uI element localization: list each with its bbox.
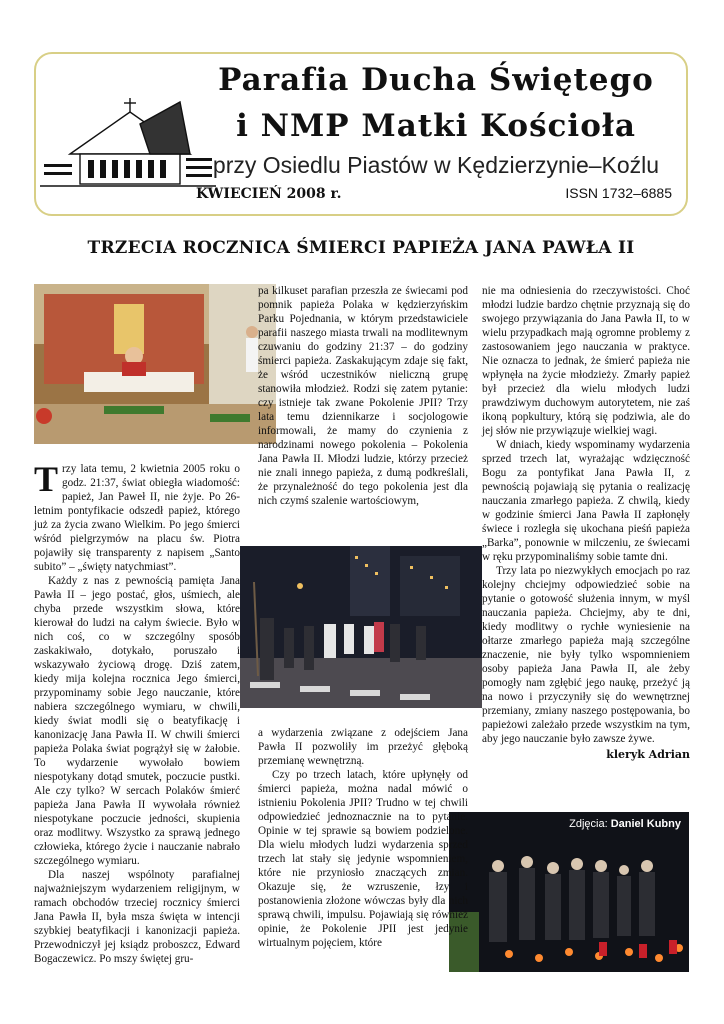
- paragraph: Każdy z nas z pewnością pamięta Jana Pawła II – jego postać, głos, uśmiech, ale chyba przede wszystkim słowa, które kierował do ludzi na całym świecie. Było w nich coś, co w szczególny sposób zaskakiwało, dotykało, poruszało i wskazywało życiową drogę. Dziś zatem, kiedy mija kolejna rocznica Jego śmierci, przypominamy sobie Jego nauczanie, które nabiera szczególnego wymiaru, w chwili, kiedy świat modli się o beatyfikację i kanonizację Jana Pawła II. W chwili śmierci papieża Polaka świat pogrążył się w żałobie. To wydarzenie wywołało bowiem niespotykany dotąd smutek, poczucie pustki. Ale czy tylko? W sercach Polaków śmierć papieża Jana Pawła II wywołała również niespotykane poczucie jedności, skupienia oraz modlitwy. Wszystko za sprawą jednego człowieka, którego życie i nauczanie nabrało szczególnego wymiaru.: [34, 575, 240, 867]
- issn-number: ISSN 1732–6885: [565, 185, 672, 201]
- paragraph: pa kilkuset parafian przeszła ze świecami pod pomnik papieża Polaka w kędzierzyńskim Parku Pojednania, w którym przedstawiciele parafii naszego miasta trwali na modlitewnym czuwaniu do godziny 21:37 – do godziny śmierci papieża. Zaskakującym zdaje się fakt, że wśród uczestników nieliczną grupę stanowiła młodzież. Rodzi się zatem pytanie: czy istnieje tak zwane Pokolenie JPII? Trzy lata temu dziennikarze i socjologowie informowali, że mamy do czynienia z narodzinami nowego pokolenia – Pokolenia Jana Pawła II. Młodzi ludzie, którzy przecież nie znali innego papieża, z dumą podkreślali, że przynależność do tego pokolenia jest dla nich czymś szalenie wartościowym,: [258, 285, 468, 507]
- paragraph: a wydarzenia związane z odejściem Jana Pawła II pozwoliły im przeżyć głęboką przemianę wewnętrzną.: [258, 727, 468, 767]
- photo-mass-altar: [34, 284, 276, 444]
- author-signature: kleryk Adrian: [606, 748, 690, 761]
- article-column-1: [34, 459, 240, 966]
- photo-credit-label: Zdjęcia:: [569, 818, 608, 830]
- paragraph: W dniach, kiedy wspominamy wydarzenia sprzed trzech lat, wyrażając wdzięczność Bogu za pontyfikat Jana Pawła II, z pewnością pojawiają się pytania o realizację nauczania zmarłego papieża. Z chwilą, kiedy w godzinie śmierci Jana Pawła II zapłonęły świece i rozległa się ukochana pieśń papieża „Barka”, ponownie w milczeniu, ze świecami w ręku przypominaliśmy sobie tamte dni.: [482, 439, 690, 563]
- photo-credit-name: Daniel Kubny: [610, 818, 681, 830]
- paragraph: nie ma odniesienia do rzeczywistości. Choć młodzi ludzie bardzo chętnie przyznają się do swojego przywiązania do Jana Pawła II, to w wielu przypadkach mają ogromne problemy z zastosowaniem jego nauczania w praktyce. Nie oznacza to jednak, że śmierć papieża nie wpłynęła na życie młodzieży. Zmarły papież był przecież dla wielu młodych ludzi prawdziwym duchowym autorytetem, nie zaś ikoną popkultury, którą się podziwia, ale do jej słów nie przywiązuje wielkiej wagi.: [482, 285, 690, 437]
- masthead-title-line1: Parafia Ducha Świętego: [218, 62, 654, 98]
- article-column-2-top: [258, 284, 468, 508]
- paragraph: Dla naszej wspólnoty parafialnej najważniejszym wydarzeniem religijnym, w ramach obchodów trzeciej rocznicy śmierci Jana Pawła II, była msza święta w intencji szybkiej beatyfikacji i kanonizacji papieża. Przewodniczył jej ksiądz proboszcz, Edward Bogaczewicz. Po mszy świętej gru-: [34, 869, 240, 965]
- paragraph: rzy lata temu, 2 kwietnia 2005 roku o godz. 21:37, świat obiegła wiadomość: papież, Jan Paweł II, nie żyje. Po 26-letnim pontyfikacie odszedł papież, którego już za życia zwano Wielkim. Po jego śmierci wśród pielgrzymów na placu św. Piotra pojawiły się transparenty z napisem „Santo subito” – „święty natychmiast”.: [34, 463, 240, 573]
- masthead: [34, 52, 688, 216]
- photo-candle-vigil: [449, 812, 689, 972]
- masthead-subtitle: przy Osiedlu Piastów w Kędzierzynie–Koźlu: [212, 152, 660, 178]
- masthead-title-line2: i NMP Matki Kościoła: [236, 108, 636, 144]
- paragraph: Czy po trzech latach, które upłynęły od śmierci papieża, można nadal mówić o istnieniu Pokolenia JPII? Trudno w tej chwili odpowiedzieć jednoznacznie na to pytanie. Opinie w tej sprawie są bowiem podzielone. Dla wielu młodych ludzi wydarzenia sprzed trzech lat stały się jedynie wspomnieniem, które nie przyniosło znaczących zmian. Okazuje się, że wzruszenie, łzy i postanowienia złożone wówczas były dla nich sprawą chwili, impulsu. Pojawiają się również opinie, że Pokolenie JPII jest jedynie wirtualnym pojęciem, które: [258, 769, 468, 949]
- article-column-3: [482, 284, 690, 762]
- photo-candle-procession: [240, 546, 482, 708]
- issue-date: KWIECIEŃ 2008 r.: [196, 186, 342, 202]
- article-column-2-bottom: [258, 726, 468, 950]
- photo-credit: [569, 818, 681, 830]
- drop-cap: T: [34, 459, 59, 499]
- paragraph: Trzy lata po niezwykłych emocjach po raz kolejny chciejmy odpowiedzieć sobie na pytanie o gotowość służenia innym, w myśl nauczania papieża. Chciejmy, aby te dni, kiedy modlitwy o rychłe wyniesienie na ołtarze zmarłego papieża mają szczególne znaczenie, nie były tylko wspomnieniem osoby papieża Jana Pawła II, ale żeby pomogły nam zgłębić jego naukę, przeżyć ją na nowo i przyczyniły się do wewnętrznej przemiany, zmiany naszego postępowania, bo papieżowi zależało przede wszystkim na tym, aby jego nauczanie było zawsze żywe.: [482, 565, 690, 745]
- article-headline: TRZECIA ROCZNICA ŚMIERCI PAPIEŻA JANA PAWŁA II: [87, 238, 635, 258]
